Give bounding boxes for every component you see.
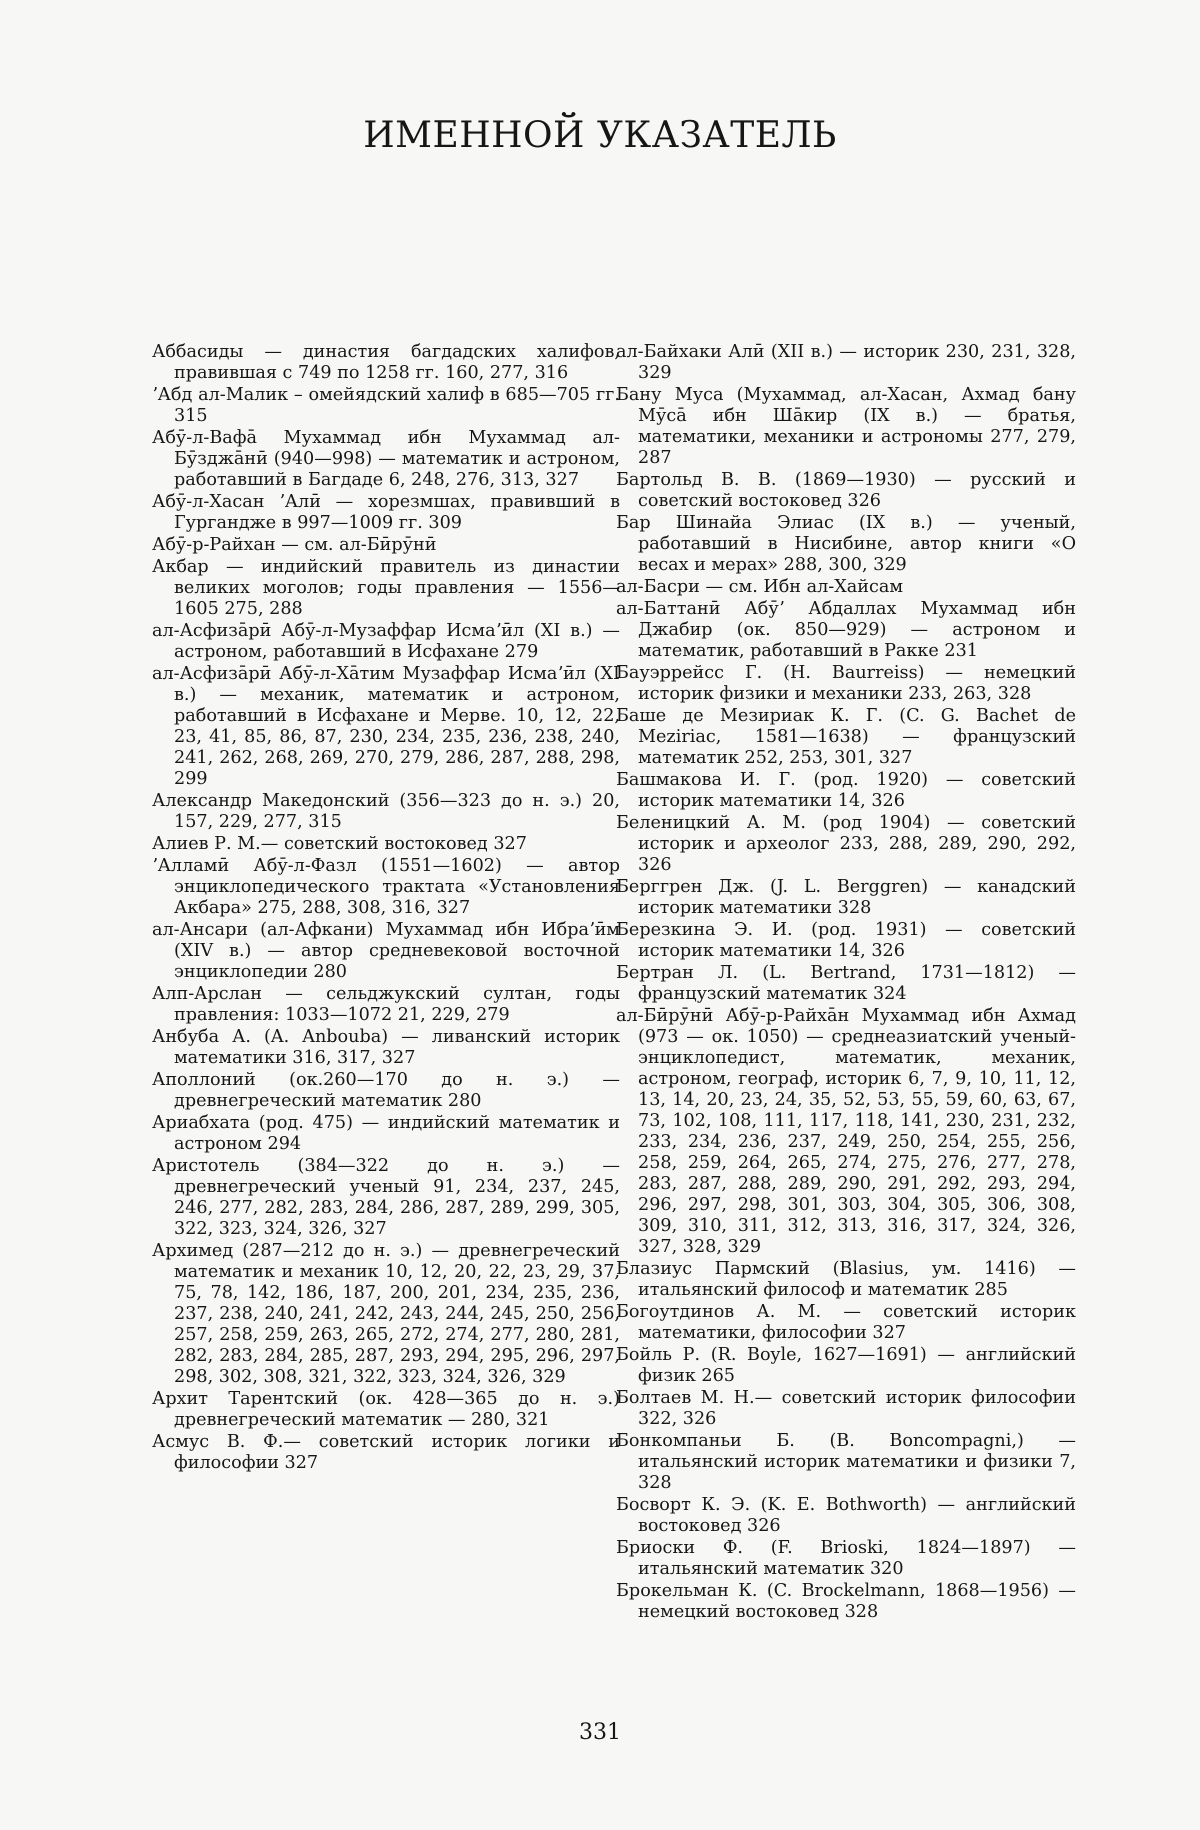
page-title: ИМЕННОЙ УКАЗАТЕЛЬ — [363, 115, 837, 156]
index-entry: Александр Македонский (356—323 до н. э.) 20, 157, 229, 277, 315 — [152, 791, 620, 832]
index-entry: ʼАбд ал-Малик – омейядский халиф в 685—705 гг. 315 — [152, 385, 620, 426]
index-entry: Анбуба А. (A. Anbouba) — ливанский историк математики 316, 317, 327 — [152, 1027, 620, 1068]
index-entry: ал-Бӣрӯнӣ Абӯ-р-Райхāн Мухаммад ибн Ахмад (973 — ок. 1050) — среднеазиатский ученый-энциклопедист, математик, механик, астроном, географ, историк 6, 7, 9, 10, 11, 12, 13, 14, 20, 23, 24, 35, 52, 53, 55, 59, 60, 63, 67, 73, 102, 108, 111, 117, 118, 141, 230, 231, 232, 233, 234, 236, 237, 249, 250, 254, 255, 256, 258, 259, 264, 265, 274, 275, 276, 277, 278, 283, 287, 288, 289, 290, 291, 292, 293, 294, 296, 297, 298, 301, 303, 304, 305, 306, 308, 309, 310, 311, 312, 313, 316, 317, 324, 326, 327, 328, 329 — [616, 1006, 1076, 1257]
index-entry: ал-Асфизāрӣ Абӯ-л-Музаффар Исмаʼӣл (XI в.) — астроном, работавший в Исфахане 279 — [152, 621, 620, 662]
index-entry: ал-Байхаки Алӣ (XII в.) — историк 230, 231, 328, 329 — [616, 342, 1076, 383]
index-entry: Алиев Р. М.— советский востоковед 327 — [152, 834, 527, 854]
index-entry: Абӯ-л-Хасан ʼАлӣ — хорезмшах, правивший в Гургандже в 997—1009 гг. 309 — [152, 492, 620, 533]
index-column-right — [616, 342, 1076, 1624]
index-entry: Ариабхата (род. 475) — индийский математик и астроном 294 — [152, 1113, 620, 1154]
index-entry: Акбар — индийский правитель из династии великих моголов; годы правления — 1556—1605 275, 288 — [152, 557, 620, 619]
index-entry: Брокельман К. (C. Brockelmann, 1868—1956) — немецкий востоковед 328 — [616, 1581, 1076, 1622]
index-entry: Архимед (287—212 до н. э.) — древнегреческий математик и механик 10, 12, 20, 22, 23, 29, 37, 75, 78, 142, 186, 187, 200, 201, 234, 235, 236, 237, 238, 240, 241, 242, 243, 244, 245, 250, 256, 257, 258, 259, 263, 265, 272, 274, 277, 280, 281, 282, 283, 284, 285, 287, 293, 294, 295, 296, 297, 298, 302, 308, 321, 322, 323, 324, 326, 329 — [152, 1241, 620, 1387]
index-entry: Аббасиды — династия багдадских халифов, правившая с 749 по 1258 гг. 160, 277, 316 — [152, 342, 620, 383]
index-entry: Богоутдинов А. М. — советский историк математики, философии 327 — [616, 1302, 1076, 1343]
index-entry: Бонкомпаньи Б. (B. Boncompagni,) — итальянский историк математики и физики 7, 328 — [616, 1431, 1076, 1493]
index-entry: Аристотель (384—322 до н. э.) — древнегреческий ученый 91, 234, 237, 245, 246, 277, 282, 283, 284, 286, 287, 289, 299, 305, 322, 323, 324, 326, 327 — [152, 1156, 620, 1239]
index-entry: Бриоски Ф. (F. Brioski, 1824—1897) — итальянский математик 320 — [616, 1538, 1076, 1579]
index-entry: Абӯ-л-Вафā Мухаммад ибн Мухаммад ал-Бӯзджāнӣ (940—998) — математик и астроном, работавший в Багдаде 6, 248, 276, 313, 327 — [152, 428, 620, 490]
index-entry: Бауэррейсс Г. (H. Baurreiss) — немецкий историк физики и механики 233, 263, 328 — [616, 663, 1076, 704]
index-entry: Бартольд В. В. (1869—1930) — русский и советский востоковед 326 — [616, 470, 1076, 511]
index-entry: ал-Баттанӣ Абӯʼ Абдаллах Мухаммад ибн Джабир (ок. 850—929) — астроном и математик, работавший в Ракке 231 — [616, 599, 1076, 661]
index-entry: Архит Тарентский (ок. 428—365 до н. э.) древнегреческий математик — 280, 321 — [152, 1389, 620, 1430]
index-entry: Алп-Арслан — сельджукский султан, годы правления: 1033—1072 21, 229, 279 — [152, 984, 620, 1025]
index-entry: Берггрен Дж. (J. L. Berggren) — канадский историк математики 328 — [616, 877, 1076, 918]
index-entry: Болтаев М. Н.— советский историк философии 322, 326 — [616, 1388, 1076, 1429]
index-entry: Беленицкий А. М. (род 1904) — советский историк и археолог 233, 288, 289, 290, 292, 326 — [616, 813, 1076, 875]
index-entry: ал-Ансари (ал-Афкани) Мухаммад ибн Ибраʼӣм (XIV в.) — автор средневековой восточной энциклопедии 280 — [152, 920, 620, 982]
index-entry: Асмус В. Ф.— советский историк логики и философии 327 — [152, 1432, 620, 1473]
index-entry: Башмакова И. Г. (род. 1920) — советский историк математики 14, 326 — [616, 770, 1076, 811]
index-entry: Бойль Р. (R. Boyle, 1627—1691) — английский физик 265 — [616, 1345, 1076, 1386]
index-entry: Бану Муса (Мухаммад, ал-Хасан, Ахмад бану Мӯсā ибн Шāкир (IX в.) — братья, математики, механики и астрономы 277, 279, 287 — [616, 385, 1076, 468]
index-entry: Бертран Л. (L. Bertrand, 1731—1812) — французский математик 324 — [616, 963, 1076, 1004]
index-entry: ʼАлламӣ Абӯ-л-Фазл (1551—1602) — автор энциклопедического трактата «Установления Акбара» 275, 288, 308, 316, 327 — [152, 856, 620, 918]
index-entry: Блазиус Пармский (Blasius, ум. 1416) — итальянский философ и математик 285 — [616, 1259, 1076, 1300]
index-entry: ал-Басри — см. Ибн ал-Хайсам — [616, 577, 904, 597]
index-entry: ал-Асфизāрӣ Абӯ-л-Хāтим Музаффар Исмаʼӣл (XI в.) — механик, математик и астроном, работавший в Исфахане и Мерве. 10, 12, 22, 23, 41, 85, 86, 87, 230, 234, 235, 236, 238, 240, 241, 262, 268, 269, 270, 279, 286, 287, 288, 298, 299 — [152, 664, 620, 789]
index-entry: Баше де Мезириак К. Г. (C. G. Bachet de Meziriac, 1581—1638) — французский математик 252, 253, 301, 327 — [616, 706, 1076, 768]
index-entry: Босворт К. Э. (K. E. Bothworth) — английский востоковед 326 — [616, 1495, 1076, 1536]
index-entry: Абӯ-р-Райхан — см. ал-Бӣрӯнӣ — [152, 535, 437, 555]
index-entry: Аполлоний (ок.260—170 до н. э.) — древнегреческий математик 280 — [152, 1070, 620, 1111]
index-entry: Березкина Э. И. (род. 1931) — советский историк математики 14, 326 — [616, 920, 1076, 961]
index-entry: Бар Шинайа Элиас (IX в.) — ученый, работавший в Нисибине, автор книги «О весах и мерах» 288, 300, 329 — [616, 513, 1076, 575]
page-number: 331 — [579, 1720, 621, 1745]
index-column-left — [152, 342, 620, 1475]
